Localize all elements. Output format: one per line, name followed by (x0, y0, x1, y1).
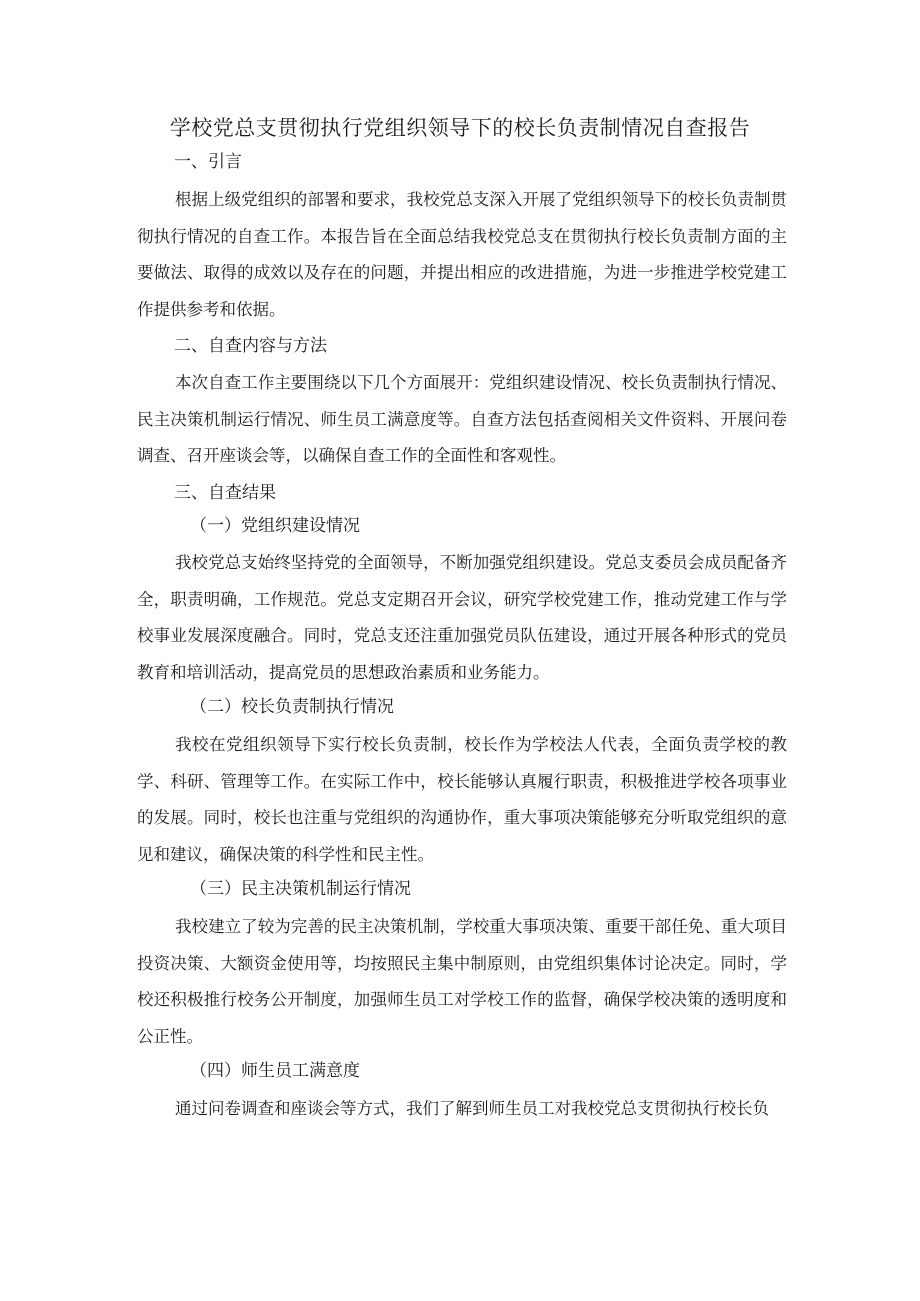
section-heading-introduction: 一、引言 (174, 152, 242, 172)
section-heading-results: 三、自查结果 (174, 483, 276, 503)
subsection-paragraph-principal-responsibility: 我校在党组织领导下实行校长负责制，校长作为学校法人代表，全面负责学校的教学、科研、管理等工作。在实际工作中，校长能够认真履行职责，积极推进学校各项事业的发展。同时，校长也注重与党组织的沟通协作，重大事项决策能够充分听取党组织的意见和建议，确保决策的科学性和民主性。 (137, 735, 787, 864)
section-paragraph-introduction: 根据上级党组织的部署和要求，我校党总支深入开展了党组织领导下的校长负责制贯彻执行情况的自查工作。本报告旨在全面总结我校党总支在贯彻执行校长负责制方面的主要做法、取得的成效以及存在的问题，并提出相应的改进措施，为进一步推进学校党建工作提供参考和依据。 (137, 190, 787, 319)
subsection-heading-democratic-decision: （三）民主决策机制运行情况 (190, 879, 411, 899)
subsection-paragraph-democratic-decision: 我校建立了较为完善的民主决策机制，学校重大事项决策、重要干部任免、重大项目投资决策、大额资金使用等，均按照民主集中制原则，由党组织集体讨论决定。同时，学校还积极推行校务公开制度，加强师生员工对学校工作的监督，确保学校决策的透明度和公正性。 (137, 917, 787, 1046)
section-heading-content-method: 二、自查内容与方法 (174, 336, 327, 356)
subsection-heading-satisfaction: （四）师生员工满意度 (190, 1061, 360, 1081)
subsection-heading-party-organization: （一）党组织建设情况 (190, 516, 360, 536)
subsection-paragraph-party-organization: 我校党总支始终坚持党的全面领导，不断加强党组织建设。党总支委员会成员配备齐全，职责明确，工作规范。党总支定期召开会议，研究学校党建工作，推动党建工作与学校事业发展深度融合。同时，党总支还注重加强党员队伍建设，通过开展各种形式的党员教育和培训活动，提高党员的思想政治素质和业务能力。 (137, 553, 787, 682)
subsection-heading-principal-responsibility: （二）校长负责制执行情况 (190, 697, 394, 717)
subsection-paragraph-satisfaction: 通过问卷调查和座谈会等方式，我们了解到师生员工对我校党总支贯彻执行校长负 (175, 1099, 769, 1118)
document-title: 学校党总支贯彻执行党组织领导下的校长负责制情况自查报告 (169, 116, 751, 140)
section-paragraph-content-method: 本次自查工作主要围绕以下几个方面展开：党组织建设情况、校长负责制执行情况、民主决策机制运行情况、师生员工满意度等。自查方法包括查阅相关文件资料、开展问卷调查、召开座谈会等，以确保自查工作的全面性和客观性。 (137, 373, 787, 465)
